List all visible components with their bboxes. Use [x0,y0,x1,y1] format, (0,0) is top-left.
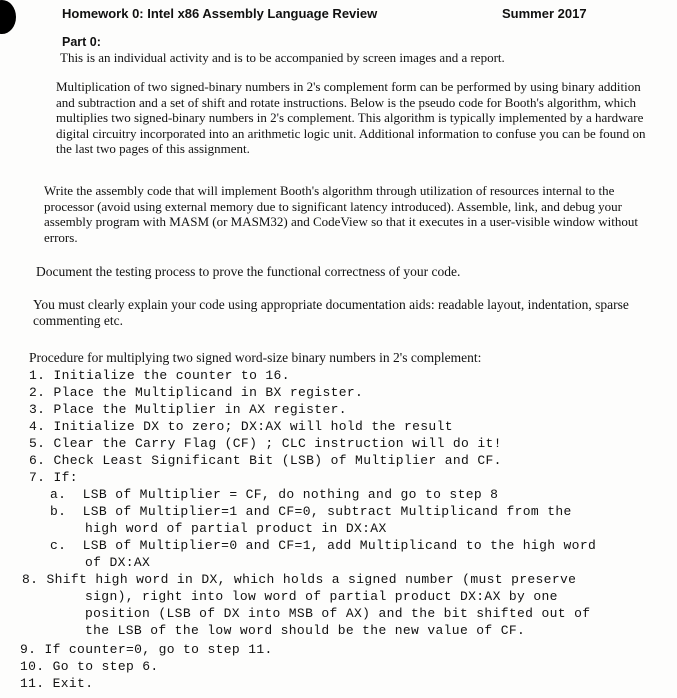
procedure-step: 5. Clear the Carry Flag (CF) ; CLC instruction will do it! [29,436,502,451]
procedure-step: 8. Shift high word in DX, which holds a signed number (must preserve [22,572,577,587]
write-paragraph: Write the assembly code that will implement Booth's algorithm through utilization of resources internal to the processor (avoid using external memory due to significant latency introduced). Assemble, link, and debug your assembly program with MASM (or MASM32) and CodeView so that it executes in a user-visible window without errors. [44,183,638,245]
document-paragraph: Document the testing process to prove the functional correctness of your code. [36,264,461,279]
procedure-step: 7. If: [29,470,78,485]
homework-title: Homework 0: Intel x86 Assembly Language Review [62,6,378,21]
booth-paragraph: Multiplication of two signed-binary numbers in 2's complement form can be performed by using binary addition and subtraction and a set of shift and rotate instructions. Below is the pseudo code for Booth's algorithm, which multiplies two signed-binary numbers in 2's complement. This algorithm is typically implemented by a hardware digital circuitry incorporated into an arithmetic logic unit. Additional information to confuse you can be found on the last two pages of this assignment. [56,79,646,156]
procedure-intro: Procedure for multiplying two signed word-size binary numbers in 2's complement: [29,350,482,365]
part-intro: This is an individual activity and is to be accompanied by screen images and a report. [60,50,505,65]
procedure-step-continuation: sign), right into low word of partial product DX:AX by one [85,589,558,604]
procedure-substep: b. LSB of Multiplier=1 and CF=0, subtract Multiplicand from the [50,504,572,519]
procedure-step-continuation: the LSB of the low word should be the new value of CF. [85,623,526,638]
procedure-step: 2. Place the Multiplicand in BX register. [29,385,364,400]
part-title: Part 0: [62,35,101,49]
procedure-step: 4. Initialize DX to zero; DX:AX will hold the result [29,419,453,434]
procedure-step: 9. If counter=0, go to step 11. [20,642,273,657]
procedure-step: 10. Go to step 6. [20,659,159,674]
procedure-step: 11. Exit. [20,676,94,691]
procedure-step-continuation: position (LSB of DX into MSB of AX) and the bit shifted out of [85,606,591,621]
procedure-step: 3. Place the Multiplier in AX register. [29,402,347,417]
term-label: Summer 2017 [502,6,587,21]
procedure-substep: c. LSB of Multiplier=0 and CF=1, add Multiplicand to the high word [50,538,597,553]
explain-paragraph: You must clearly explain your code using appropriate documentation aids: readable layout, indentation, sparse commenting etc. [33,297,629,328]
hole-punch-mark [0,0,16,34]
procedure-step: 1. Initialize the counter to 16. [29,368,290,383]
procedure-substep: a. LSB of Multiplier = CF, do nothing and go to step 8 [50,487,499,502]
procedure-substep-continuation: high word of partial product in DX:AX [85,521,387,536]
procedure-step: 6. Check Least Significant Bit (LSB) of Multiplier and CF. [29,453,502,468]
procedure-substep-continuation: of DX:AX [85,555,151,570]
